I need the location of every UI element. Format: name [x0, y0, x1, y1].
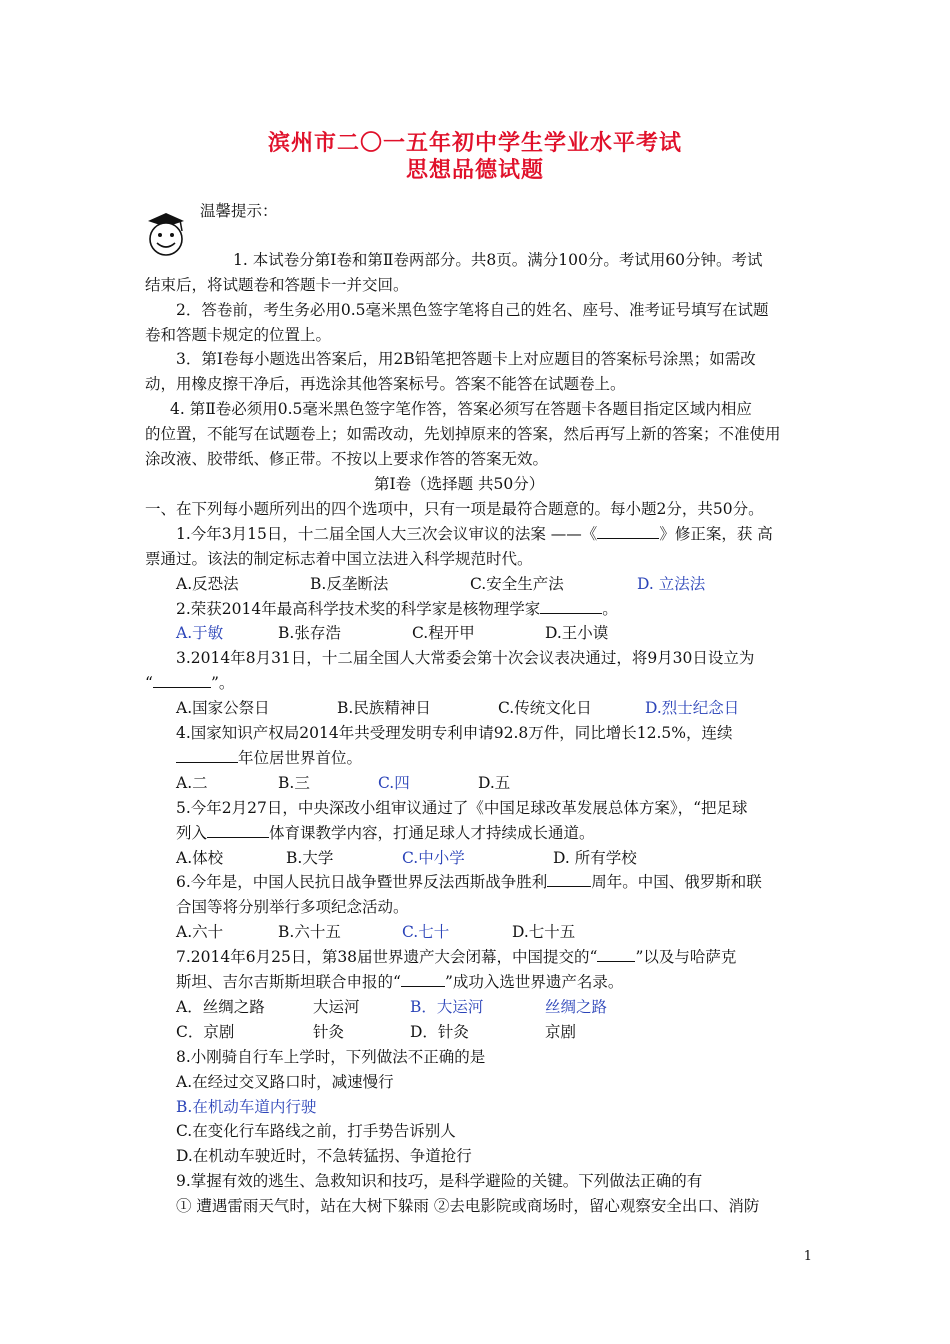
- q3-option-d: D.烈士纪念日: [645, 699, 740, 717]
- question-5: 5.今年2月27日，中央深改小组审议通过了《中国足球改革发展总体方案》，“把足球: [176, 799, 748, 817]
- question-5-cont: 列入 体育课教学内容，打通足球人才持续成长通道。: [176, 821, 595, 845]
- q8-option-a: A.在经过交叉路口时，减速慢行: [176, 1073, 394, 1091]
- tip-1-line-2: 结束后，将试题卷和答题卡一并交回。: [145, 276, 409, 294]
- q2-option-d: D.王小谟: [545, 624, 609, 642]
- q8-option-c: C.在变化行车路线之前，打手势告诉别人: [176, 1122, 456, 1140]
- question-6: 6.今年是，中国人民抗日战争暨世界反法西斯战争胜利 周年。中国、俄罗斯和联: [176, 870, 762, 894]
- q1-option-b: B.反垄断法: [310, 575, 389, 593]
- q1-option-d: D. 立法法: [637, 575, 706, 593]
- question-7-cont: 斯坦、吉尔吉斯斯坦联合申报的“ ”成功入选世界遗产名录。: [176, 970, 623, 994]
- question-9: 9.掌握有效的逃生、急救知识和技巧，是科学避险的关键。下列做法正确的有: [176, 1172, 703, 1190]
- tip-4-line-3: 涂改液、胶带纸、修正带。不按以上要求作答的答案无效。: [145, 450, 549, 468]
- question-3: 3.2014年8月31日，十二届全国人大常委会第十次会议表决通过，将9月30日设立为: [176, 649, 755, 667]
- tip-4-line-1: 4. 第Ⅱ卷必须用0.5毫米黑色签字笔作答，答案必须写在答题卡各题目指定区域内相应: [170, 400, 752, 418]
- question-8: 8.小刚骑自行车上学时，下列做法不正确的是: [176, 1048, 486, 1066]
- question-9-items: ① 遭遇雷雨天气时，站在大树下躲雨 ②去电影院或商场时，留心观察安全出口、消防: [176, 1197, 760, 1215]
- question-6-cont: 合国等将分别举行多项纪念活动。: [176, 898, 409, 916]
- q2-option-a: A.于敏: [176, 624, 224, 642]
- q2-option-c: C.程开甲: [412, 624, 475, 642]
- answer-blank: [597, 522, 659, 539]
- q4-option-d: D.五: [478, 774, 511, 792]
- q7-option-d-second: 京剧: [545, 1023, 577, 1041]
- section-instruction: 一、在下列每小题所列出的四个选项中，只有一项是最符合题意的。每小题2分，共50分。: [145, 500, 764, 518]
- answer-blank: [153, 671, 211, 688]
- q5-option-c: C.中小学: [402, 849, 465, 867]
- smiley-graduate-icon: [140, 207, 190, 259]
- question-1-cont: 票通过。该法的制定标志着中国立法进入科学规范时代。: [145, 550, 533, 568]
- q8-option-b: B.在机动车道内行驶: [176, 1098, 317, 1116]
- tip-label: 温馨提示：: [200, 202, 278, 220]
- q7-option-c: C．京剧: [176, 1023, 235, 1041]
- q6-option-b: B.六十五: [278, 923, 341, 941]
- answer-blank: [540, 597, 602, 614]
- q4-option-a: A.二: [176, 774, 208, 792]
- question-1: 1.今年3月15日，十二届全国人大三次会议审议的法案 ——《 》修正案，获 高: [176, 522, 773, 546]
- q8-option-d: D.在机动车驶近时，不急转猛拐、争道抢行: [176, 1147, 472, 1165]
- page-number: 1: [803, 1249, 812, 1264]
- tip-3-line-2: 动，用橡皮擦干净后，再选涂其他答案标号。答案不能答在试题卷上。: [145, 375, 626, 393]
- q7-option-b-second: 丝绸之路: [545, 998, 608, 1016]
- q6-option-c: C.七十: [402, 923, 450, 941]
- q5-option-a: A.体校: [176, 849, 224, 867]
- q4-option-b: B.三: [278, 774, 310, 792]
- q2-option-b: B.张存浩: [278, 624, 341, 642]
- section-heading: 第Ⅰ卷（选择题 共50分）: [374, 475, 545, 493]
- q1-option-a: A.反恐法: [176, 575, 239, 593]
- question-7: 7.2014年6月25日，第38届世界遗产大会闭幕，中国提交的“ ”以及与哈萨克: [176, 945, 736, 969]
- question-3-cont: “ ”。: [145, 671, 234, 695]
- question-4-cont: 年位居世界首位。: [176, 746, 362, 770]
- question-4: 4.国家知识产权局2014年共受理发明专利申请92.8万件，同比增长12.5%，连续: [176, 724, 733, 742]
- q3-option-a: A.国家公祭日: [176, 699, 270, 717]
- tip-2-line-1: 2．答卷前，考生务必用0.5毫米黑色签字笔将自己的姓名、座号、准考证号填写在试题: [176, 301, 769, 319]
- q5-option-d: D. 所有学校: [553, 849, 637, 867]
- answer-blank: [207, 821, 269, 838]
- answer-blank: [176, 746, 238, 763]
- q1-option-c: C.安全生产法: [470, 575, 564, 593]
- q5-option-b: B.大学: [286, 849, 334, 867]
- answer-blank: [401, 970, 445, 987]
- q7-option-b: B．大运河: [410, 998, 484, 1016]
- answer-blank: [547, 870, 591, 887]
- q3-option-c: C.传统文化日: [498, 699, 592, 717]
- tip-3-line-1: 3．第Ⅰ卷每小题选出答案后，用2B铅笔把答题卡上对应题目的答案标号涂黑；如需改: [176, 350, 756, 368]
- tip-2-line-2: 卷和答题卡规定的位置上。: [145, 326, 332, 344]
- q7-option-a-second: 大运河: [313, 998, 360, 1016]
- q7-option-d: D．针灸: [410, 1023, 469, 1041]
- q3-option-b: B.民族精神日: [337, 699, 431, 717]
- tip-4-line-2: 的位置，不能写在试题卷上；如需改动，先划掉原来的答案，然后再写上新的答案；不准使用: [145, 425, 781, 443]
- question-2: 2.荣获2014年最高科学技术奖的科学家是核物理学家 。: [176, 597, 618, 621]
- q4-option-c: C.四: [378, 774, 410, 792]
- q6-option-d: D.七十五: [512, 923, 576, 941]
- answer-blank: [597, 945, 635, 962]
- tip-1-line-1: 1. 本试卷分第Ⅰ卷和第Ⅱ卷两部分。共8页。满分100分。考试用60分钟。考试: [233, 251, 763, 269]
- q6-option-a: A.六十: [176, 923, 224, 941]
- exam-subtitle: 思想品德试题: [405, 157, 544, 183]
- exam-title: 滨州市二〇一五年初中学生学业水平考试: [267, 130, 682, 156]
- q7-option-c-second: 针灸: [313, 1023, 345, 1041]
- q7-option-a: A．丝绸之路: [176, 998, 265, 1016]
